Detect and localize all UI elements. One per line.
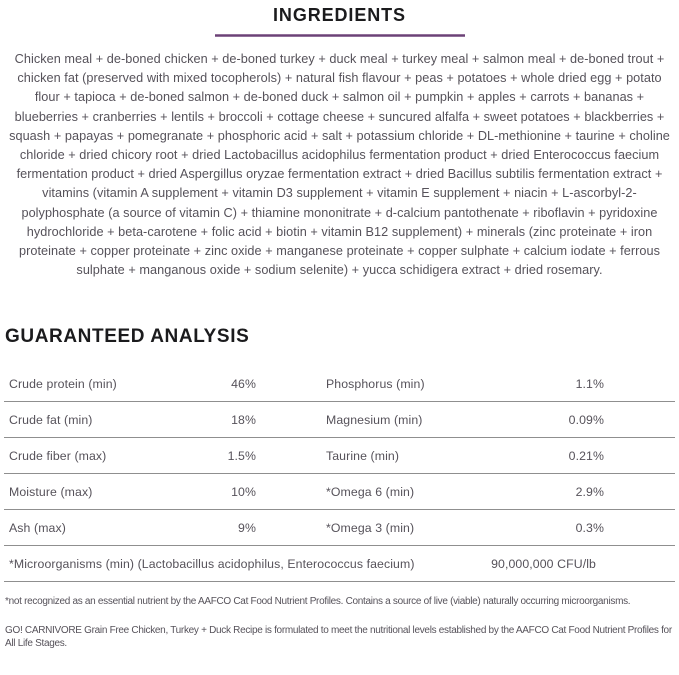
nutrient-value: 0.21% [568,448,604,463]
ingredients-text: Chicken meal + de-boned chicken + de-boned turkey + duck meal + turkey meal + salmon meal + de-boned trout + chicken fat (preserved with mixed tocopherols) + natural fish flavour + peas + potatoes + whole dried egg + potato flour + tapioca + de-boned salmon + de-boned duck + salmon oil + pumpkin + apples + carrots + bananas + blueberries + cranberries + lentils + broccoli + cottage cheese + suncured alfalfa + sweet potatoes + blackberries + squash + papayas + pomegranate + phosphoric acid + salt + potassium chloride + DL-methionine + taurine + choline chloride + dried chicory root + dried Lactobacillus acidophilus fermentation product + dried Enterococcus faecium fermentation product + dried Aspergillus oryzae fermentation extract + dried Bacillus subtilis fermentation extract + vitamins (vitamin A supplement + vitamin D3 supplement + vitamin E supplement + niacin + L-ascorbyl-2-polyphosphate (a source of vitamin C) + thiamine mononitrate + d-calcium pantothenate + riboflavin + pyridoxine hydrochloride + beta-carotene + folic acid + biotin + vitamin B12 supplement) + minerals (zinc proteinate + iron proteinate + copper proteinate + zinc oxide + manganese proteinate + copper sulphate + calcium iodate + ferrous sulphate + manganous oxide + sodium selenite) + yucca schidigera extract + dried rosemary. [9,52,670,278]
ingredients-title: INGREDIENTS [273,5,406,25]
table-row [4,510,675,546]
nutrient-label: Moisture (max) [9,484,93,499]
nutrient-label: Crude fat (min) [9,412,93,427]
accent-divider [215,34,465,37]
table-row [4,438,675,474]
guaranteed-analysis-title: GUARANTEED ANALYSIS [5,326,250,348]
table-row [4,366,675,402]
formulation-note: GO! CARNIVORE Grain Free Chicken, Turkey + Duck Recipe is formulated to meet the nutritional levels established by the AAFCO Cat Food Nutrient Profiles for All Life Stages. [5,625,672,650]
aafco-footnote: *not recognized as an essential nutrient by the AAFCO Cat Food Nutrient Profiles. Contains a source of live (viable) naturally occurring microorganisms. [5,596,631,608]
nutrient-value: 2.9% [575,484,604,499]
nutrient-label: Magnesium (min) [326,412,423,427]
nutrient-label: Crude fiber (max) [9,448,107,463]
nutrient-label: Ash (max) [9,520,66,535]
nutrient-label: Crude protein (min) [9,376,117,391]
nutrient-label: *Omega 6 (min) [326,484,415,499]
nutrient-value: 1.1% [575,376,604,391]
guaranteed-analysis-table [4,366,675,582]
nutrient-value: 1.5% [227,448,256,463]
nutrient-label: *Omega 3 (min) [326,520,415,535]
table-row [4,474,675,510]
nutrient-value: 46% [231,376,256,391]
nutrient-value: 10% [231,484,256,499]
table-row [4,402,675,438]
nutrient-label: Phosphorus (min) [326,376,425,391]
nutrient-value: 0.09% [568,412,604,427]
nutrient-value: 90,000,000 CFU/lb [491,556,596,571]
nutrient-label: Taurine (min) [326,448,400,463]
nutrient-value: 18% [231,412,256,427]
microorganisms-row [4,546,675,582]
nutrient-label: *Microorganisms (min) (Lactobacillus acidophilus, Enterococcus faecium) [9,556,415,571]
nutrient-value: 9% [238,520,256,535]
nutrient-value: 0.3% [575,520,604,535]
